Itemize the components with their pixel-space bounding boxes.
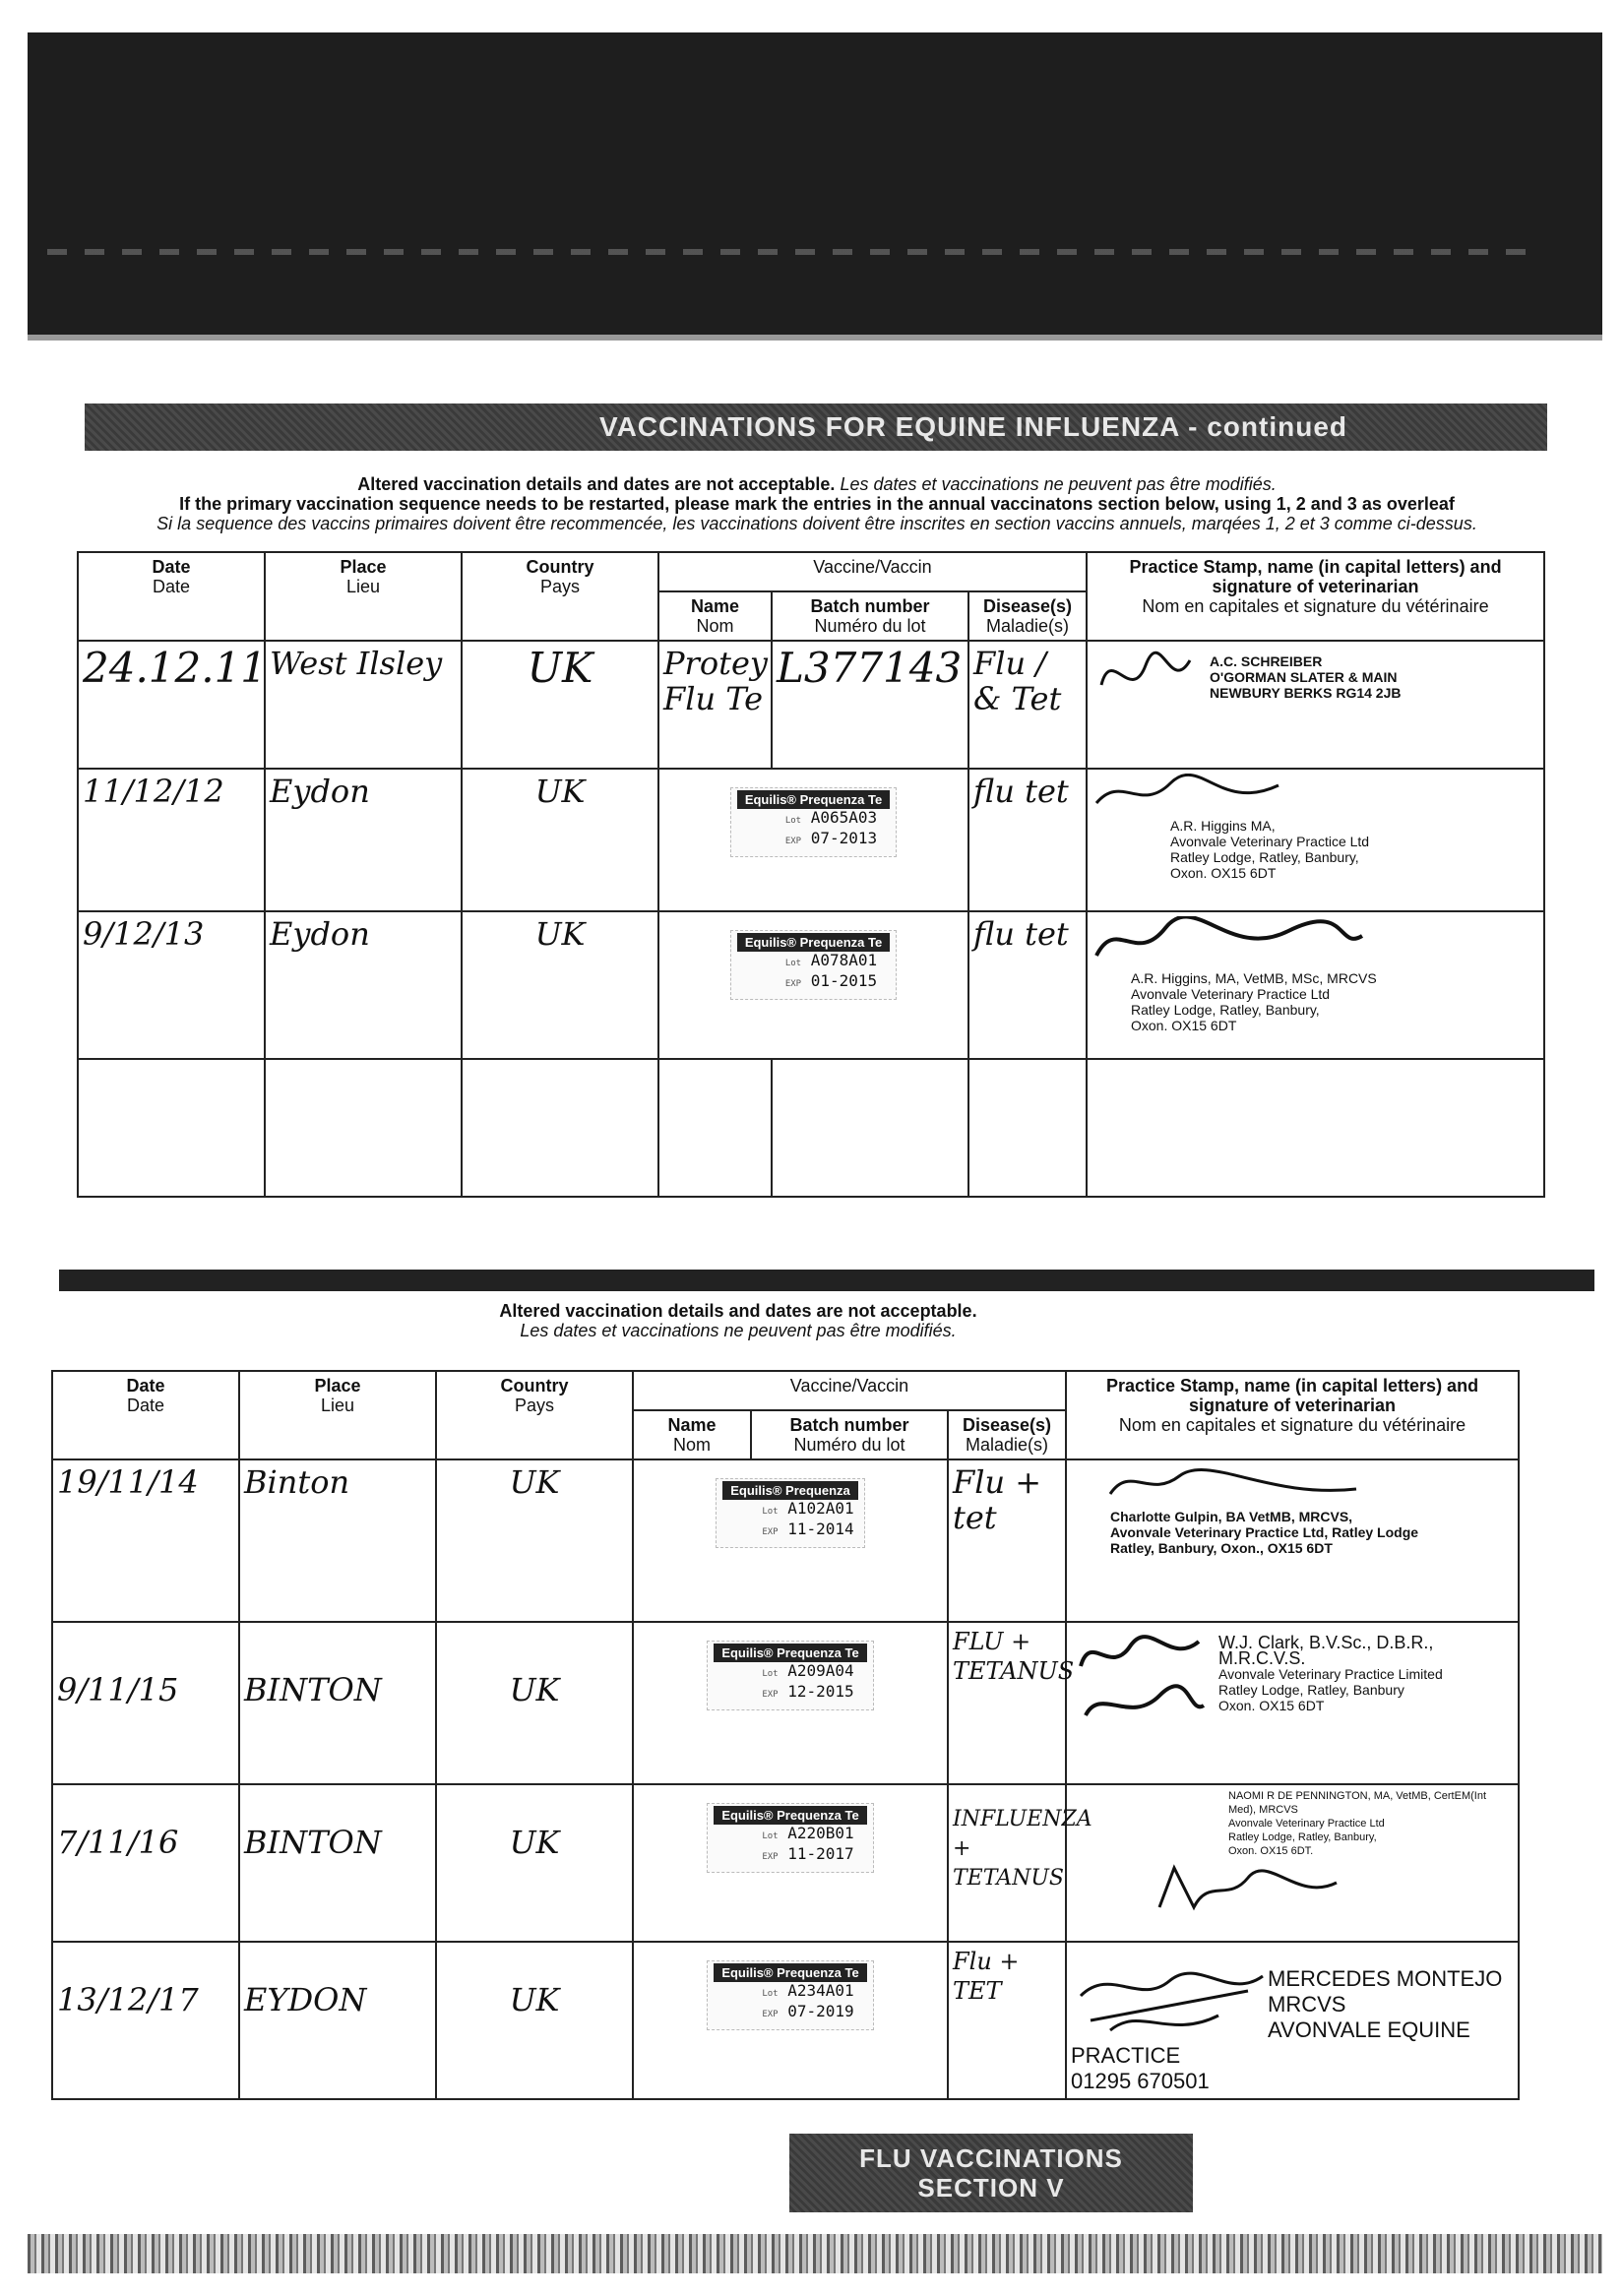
cell-stamp <box>1066 1459 1519 1622</box>
notice-line: Altered vaccination details and dates are not acceptable. <box>499 1301 977 1321</box>
stamp-line: Avonvale Veterinary Practice Ltd <box>1170 834 1370 849</box>
cell-stamp <box>1066 1622 1519 1784</box>
vaccination-table-bottom <box>51 1370 1520 2100</box>
cell-place: Binton <box>239 1459 436 1622</box>
cell-date: 9/12/13 <box>78 911 265 1059</box>
stamp-line: 01295 670501 <box>1071 2069 1210 2093</box>
section-tag <box>789 2134 1193 2212</box>
cell-stamp <box>1066 1784 1519 1942</box>
sticker-lot: A078A01 <box>810 951 878 969</box>
sticker-lot: A234A01 <box>787 1981 854 2000</box>
cell-date: 24.12.11 <box>78 641 265 769</box>
header-disease: Disease(s) Maladie(s) <box>948 1410 1066 1459</box>
sticker-brand: Equilis® Prequenza Te <box>714 1644 866 1662</box>
cell-vaccine-label <box>633 1622 948 1784</box>
cell-date: 19/11/14 <box>52 1459 239 1622</box>
sticker-brand: Equilis® Prequenza Te <box>737 790 890 809</box>
vaccine-sticker <box>716 1478 865 1548</box>
cell-disease: Flu / & Tet <box>968 641 1087 769</box>
stamp-line: W.J. Clark, B.V.Sc., D.B.R., M.R.C.V.S. <box>1218 1633 1434 1668</box>
signature-scribble <box>1071 1464 1366 1504</box>
notice-line: Si la sequence des vaccins primaires doivent être recommencée, les vaccinations doivent être inscrites en section vaccins annuels, marqées 1, 2 et 3 comme ci-dessus. <box>156 514 1477 533</box>
cell-country: UK <box>436 1459 633 1622</box>
sticker-lot-label: Lot <box>784 959 802 968</box>
sticker-exp: 11-2014 <box>787 1520 854 1538</box>
table-row <box>78 769 1544 911</box>
table-row <box>52 1622 1519 1784</box>
table-row <box>52 1784 1519 1942</box>
sticker-exp: 12-2015 <box>787 1682 854 1701</box>
stamp-line: AVONVALE EQUINE PRACTICE <box>1071 2017 1470 2068</box>
cell-vaccine-label <box>633 1459 948 1622</box>
header-date: Date Date <box>52 1371 239 1459</box>
cell-disease: flu tet <box>968 769 1087 911</box>
header-vaccine: Vaccine/Vaccin <box>658 552 1087 591</box>
table-row-empty <box>78 1059 1544 1197</box>
vaccine-sticker <box>730 930 897 1000</box>
cell-country: UK <box>436 1622 633 1784</box>
vaccine-sticker <box>707 1960 873 2030</box>
sticker-lot: A065A03 <box>810 808 878 827</box>
cell-place: BINTON <box>239 1784 436 1942</box>
table-row <box>78 911 1544 1059</box>
vaccine-sticker <box>730 787 897 857</box>
sticker-exp-label: EXP <box>762 1690 779 1700</box>
header-name: Name Nom <box>658 591 772 641</box>
sticker-exp: 07-2013 <box>810 829 878 847</box>
sticker-lot-label: Lot <box>762 1989 779 1999</box>
sticker-exp: 07-2019 <box>787 2002 854 2020</box>
stamp-line: Avonvale Veterinary Practice Ltd <box>1131 986 1331 1002</box>
cell-disease: Flu + TET <box>948 1942 1066 2099</box>
cell-date: 13/12/17 <box>52 1942 239 2099</box>
stamp-line: Ratley Lodge, Ratley, Banbury, <box>1170 849 1359 865</box>
cell-stamp <box>1087 911 1544 1059</box>
header-stamp: Practice Stamp, name (in capital letters) and signature of veterinarian Nom en capitales et signature du vétérinaire <box>1066 1371 1519 1459</box>
cell-date: 9/11/15 <box>52 1622 239 1784</box>
cell-country: UK <box>436 1942 633 2099</box>
cell-place: BINTON <box>239 1622 436 1784</box>
cell-date: 7/11/16 <box>52 1784 239 1942</box>
header-stamp: Practice Stamp, name (in capital letters) and signature of veterinarian Nom en capitales et signature du vétérinaire <box>1087 552 1544 641</box>
cell-place: Eydon <box>265 769 462 911</box>
cell-place: Eydon <box>265 911 462 1059</box>
vaccine-sticker <box>707 1641 873 1710</box>
stamp-line: Oxon. OX15 6DT <box>1218 1698 1325 1713</box>
sticker-exp-label: EXP <box>762 2010 779 2019</box>
sticker-brand: Equilis® Prequenza Te <box>737 933 890 952</box>
notice-line: Altered vaccination details and dates are not acceptable. <box>357 474 836 494</box>
notice-bottom <box>335 1301 1142 1340</box>
section-tag-line: FLU VACCINATIONS <box>859 2143 1123 2173</box>
signature-scribble <box>1071 1947 1268 2035</box>
notice-top <box>89 474 1545 533</box>
cell-vaccine-label <box>633 1784 948 1942</box>
stamp-line: Charlotte Gulpin, BA VetMB, MRCVS, <box>1110 1509 1353 1524</box>
header-place: Place Lieu <box>239 1371 436 1459</box>
cell-stamp <box>1066 1942 1519 2099</box>
notice-line: Les dates et vaccinations ne peuvent pas être modifiés. <box>840 474 1277 494</box>
signature-scribble <box>1092 646 1200 705</box>
stamp-line: Oxon. OX15 6DT <box>1131 1018 1237 1033</box>
cell-stamp <box>1087 769 1544 911</box>
scan-edge <box>28 2234 1602 2273</box>
sticker-brand: Equilis® Prequenza <box>722 1481 858 1500</box>
stamp-line: Avonvale Veterinary Practice Ltd <box>1228 1818 1385 1830</box>
sticker-lot-label: Lot <box>762 1669 779 1679</box>
redacted-area <box>28 32 1602 335</box>
cell-country: UK <box>462 641 658 769</box>
sticker-exp-label: EXP <box>784 837 802 846</box>
stamp-line: NEWBURY BERKS RG14 2JB <box>1210 685 1402 701</box>
cell-vaccine-label <box>658 911 968 1059</box>
cell-disease: Flu + tet <box>948 1459 1066 1622</box>
sticker-exp: 01-2015 <box>810 971 878 990</box>
cell-place: West Ilsley <box>265 641 462 769</box>
vaccination-table-top <box>77 551 1545 1198</box>
sticker-exp-label: EXP <box>762 1527 779 1537</box>
stamp-line: A.R. Higgins, MA, VetMB, MSc, MRCVS <box>1131 970 1377 986</box>
stamp-line: Oxon. OX15 6DT <box>1170 865 1277 881</box>
signature-scribble <box>1092 916 1367 965</box>
cell-vaccine-label <box>658 769 968 911</box>
cell-date: 11/12/12 <box>78 769 265 911</box>
table-row <box>52 1942 1519 2099</box>
stamp-line: Ratley Lodge, Ratley, Banbury <box>1218 1682 1404 1698</box>
cell-vaccine-label <box>633 1942 948 2099</box>
signature-scribble <box>1150 1858 1346 1917</box>
stamp-line: NAOMI R DE PENNINGTON, MA, VetMB, CertEM(Int Med), MRCVS <box>1228 1790 1487 1816</box>
cell-disease: FLU + TETANUS <box>948 1622 1066 1784</box>
cell-place: EYDON <box>239 1942 436 2099</box>
header-name: Name Nom <box>633 1410 751 1459</box>
sticker-brand: Equilis® Prequenza Te <box>714 1963 866 1982</box>
notice-line: Les dates et vaccinations ne peuvent pas être modifiés. <box>520 1321 957 1340</box>
stamp-line: O'GORMAN SLATER & MAIN <box>1210 669 1398 685</box>
sticker-lot-label: Lot <box>762 1507 779 1517</box>
cell-disease: flu tet <box>968 911 1087 1059</box>
cell-name: Protey Flu Te <box>658 641 772 769</box>
stamp-line: MERCEDES MONTEJO MRCVS <box>1268 1966 1503 2017</box>
vaccine-sticker <box>707 1803 873 1873</box>
cell-batch: L377143 <box>772 641 968 769</box>
cell-country: UK <box>462 911 658 1059</box>
signature-scribble <box>1092 774 1288 813</box>
cell-disease: INFLUENZA + TETANUS <box>948 1784 1066 1942</box>
header-date: Date Date <box>78 552 265 641</box>
stamp-line: Oxon. OX15 6DT. <box>1228 1845 1314 1857</box>
table-row <box>52 1459 1519 1622</box>
stamp-line: Avonvale Veterinary Practice Ltd, Ratley Lodge <box>1110 1524 1419 1540</box>
page-edge <box>59 1270 1594 1291</box>
cell-country: UK <box>436 1784 633 1942</box>
header-place: Place Lieu <box>265 552 462 641</box>
sticker-brand: Equilis® Prequenza Te <box>714 1806 866 1825</box>
header-country: Country Pays <box>436 1371 633 1459</box>
header-batch: Batch number Numéro du lot <box>772 591 968 641</box>
header-disease: Disease(s) Maladie(s) <box>968 591 1087 641</box>
sticker-lot-label: Lot <box>784 816 802 826</box>
sticker-lot-label: Lot <box>762 1831 779 1841</box>
cell-stamp <box>1087 641 1544 769</box>
stamp-line: Avonvale Veterinary Practice Limited <box>1218 1666 1443 1682</box>
header-batch: Batch number Numéro du lot <box>751 1410 948 1459</box>
sticker-exp-label: EXP <box>784 979 802 989</box>
section-banner: VACCINATIONS FOR EQUINE INFLUENZA - continued <box>85 403 1547 451</box>
stamp-line: Ratley Lodge, Ratley, Banbury, <box>1131 1002 1320 1018</box>
section-tag-line: SECTION V <box>917 2173 1065 2203</box>
sticker-exp-label: EXP <box>762 1852 779 1862</box>
sticker-exp: 11-2017 <box>787 1844 854 1863</box>
signature-scribble <box>1071 1627 1209 1735</box>
sticker-lot: A102A01 <box>787 1499 854 1518</box>
cell-country: UK <box>462 769 658 911</box>
header-vaccine: Vaccine/Vaccin <box>633 1371 1066 1410</box>
stamp-line: Ratley, Banbury, Oxon., OX15 6DT <box>1110 1540 1333 1556</box>
stamp-line: A.R. Higgins MA, <box>1170 818 1276 834</box>
sticker-lot: A220B01 <box>787 1824 854 1842</box>
table-row <box>78 641 1544 769</box>
notice-line: If the primary vaccination sequence needs to be restarted, please mark the entries in the annual vaccinatons section below, using 1, 2 and 3 as overleaf <box>179 494 1455 514</box>
stamp-line: A.C. SCHREIBER <box>1210 653 1323 669</box>
stamp-line: Ratley Lodge, Ratley, Banbury, <box>1228 1831 1377 1843</box>
sticker-lot: A209A04 <box>787 1661 854 1680</box>
header-country: Country Pays <box>462 552 658 641</box>
